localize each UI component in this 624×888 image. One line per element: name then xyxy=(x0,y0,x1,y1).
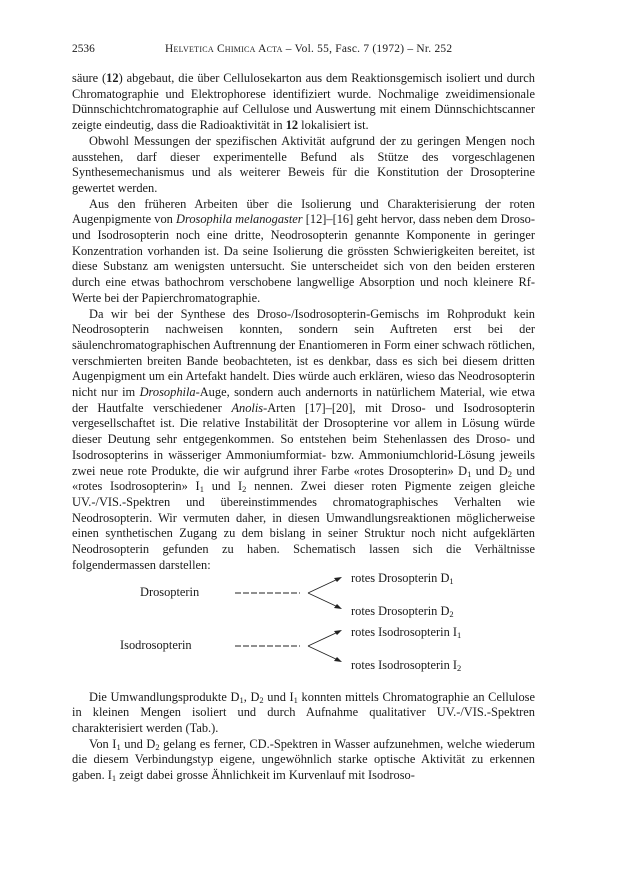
paragraph-1: säure (12) abgebaut, die über Cellulosekarton aus dem Reaktionsgemisch isoliert und durch Chromatographie und Elektrophorese identifiziert wurde. Nochmalige zweidimensionale Dünnschichtchromatographie auf Cellulose und Auswertung mit einem Dünnschichtscanner zeigte eindeutig, dass die Radioaktivität in 12 lokalisiert ist. xyxy=(72,71,535,133)
journal-name: Helvetica Chimica Acta xyxy=(165,43,283,55)
arrowhead xyxy=(334,577,342,582)
species-name: Drosophila melanogaster xyxy=(176,212,303,227)
arrow-line xyxy=(308,579,338,593)
arrowhead xyxy=(334,630,342,635)
arrow-line xyxy=(308,646,338,660)
arrowhead xyxy=(334,604,342,609)
arrowhead xyxy=(334,657,342,662)
scheme-product-i2: rotes Isodrosopterin $I_2$ xyxy=(351,657,462,673)
issue-info: – Vol. 55, Fasc. 7 (1972) – Nr. 252 xyxy=(282,43,453,55)
compound-ref: 12 xyxy=(106,71,119,85)
paragraph-4: Da wir bei der Synthese des Droso-/Isodrosopterin-Gemischs im Rohprodukt kein Neodrosopterin nachweisen konnten, sondern sein Auftreten erst bei der säulenchromatographischen Auftrennung der Enantiomeren in Form einer schwach rötlichen, verschmierten breiten Bande beobachteten, ist es denkbar, dass es sich bei diesem dritten Augenpigment um ein Artefakt handelt. Dies würde auch erklären, wieso das Neodrosopterin nicht nur im Drosophila-Auge, sondern auch andernorts in natürlichem Material, wie etwa der Hautfalte verschiedener Anolis-Arten [17]–[20], mit Droso- und Isodrosopterin vergesellschaftet ist. Die relative Instabilität der Drosopterine vor allem in Lösung würde dieser Deutung sehr entgegenkommen. So entstehen beim Stehenlassen des Droso- und Isodrosopterins in wässeriger Ammoniumformiat- bzw. Ammoniumchlorid-Lösung jeweils zwei neue rote Produkte, die wir aufgrund ihrer Farbe «rotes Drosopterin» $D_1$ und $D_2$ und «rotes Isodrosopterin» $I_1$ und $I_2$ nennen. Zwei dieser roten Pigmente zeigen gleiche UV.-/VIS.-Spektren und übereinstimmendes chromatographisches Verhalten wie Neodrosopterin. Wir vermuten daher, in diesen Umwandlungsreaktionen möglicherweise einen synthetischen Zugang zu dem bislang in seiner Struktur noch nicht aufgeklärten Neodrosopterin gefunden zu haben. Schematisch lassen sich die Verhältnisse folgendermassen darstellen: xyxy=(72,306,536,572)
paragraph-6: Von $I_1$ und $D_2$ gelang es ferner, CD.-Spektren in Wasser aufzunehmen, welche wiederum die diesem Verbindungstyp eigene, ungewöhnlich starke optische Aktivität zu erkennen gaben. $I_1$ zeigt dabei grosse Ähnlichkeit im Kurvenlauf mit Isodroso- xyxy=(72,736,536,784)
running-title xyxy=(165,43,452,55)
scheme-product-i1: rotes Isodrosopterin $I_1$ xyxy=(351,624,462,640)
species-name: Drosophila xyxy=(139,385,196,400)
scheme-source-drosopterin: Drosopterin xyxy=(140,584,200,599)
running-header xyxy=(72,43,532,59)
compound-ref: 12 xyxy=(285,118,299,133)
paragraph-5: Die Umwandlungsprodukte $D_1$, $D_2$ und $I_1$ konnten mittels Chromatographie an Cellulose in kleinen Mengen isoliert und durch Aufnahme qualitativer UV.-/VIS.-Spektren charakterisiert werden (Tab.). xyxy=(72,689,535,735)
paragraph-2: Obwohl Messungen der spezifischen Aktivität aufgrund der zu geringen Mengen noch ausstehen, darf dieser experimentelle Befund als Stütze des vorgeschlagenen Synthesemechanismus und als weiterer Beweis für die Konstitution der Drosopterine gewertet werden. xyxy=(72,133,535,195)
scheme-source-isodrosopterin: Isodrosopterin xyxy=(120,637,192,652)
arrow-line xyxy=(308,632,338,646)
scheme-product-d1: rotes Drosopterin $D_1$ xyxy=(351,570,454,586)
page-number: 2536 xyxy=(72,43,95,55)
arrow-line xyxy=(308,593,338,607)
paragraph-3: Aus den früheren Arbeiten über die Isolierung und Charakterisierung der roten Augenpigmente von Drosophila melanogaster [12]–[16] geht hervor, dass neben dem Droso- und Isodrosopterin noch eine dritte, Neodrosopterin genannte Komponente in geringer Konzentration vorhanden ist. Da seine Isolierung die grössten Schwierigkeiten bereitet, ist diese Substanz am wenigsten untersucht. Sie unterscheidet sich von den beiden ersteren durch eine etwas bathochrom verschobene langwellige Absorption und noch kleinere Rf-Werte bei der Papierchromatographie. xyxy=(72,196,535,305)
reaction-scheme xyxy=(72,570,535,686)
body-text xyxy=(72,71,535,784)
scheme-product-d2: rotes Drosopterin $D_2$ xyxy=(351,603,454,619)
genus-name: Anolis xyxy=(231,400,264,415)
